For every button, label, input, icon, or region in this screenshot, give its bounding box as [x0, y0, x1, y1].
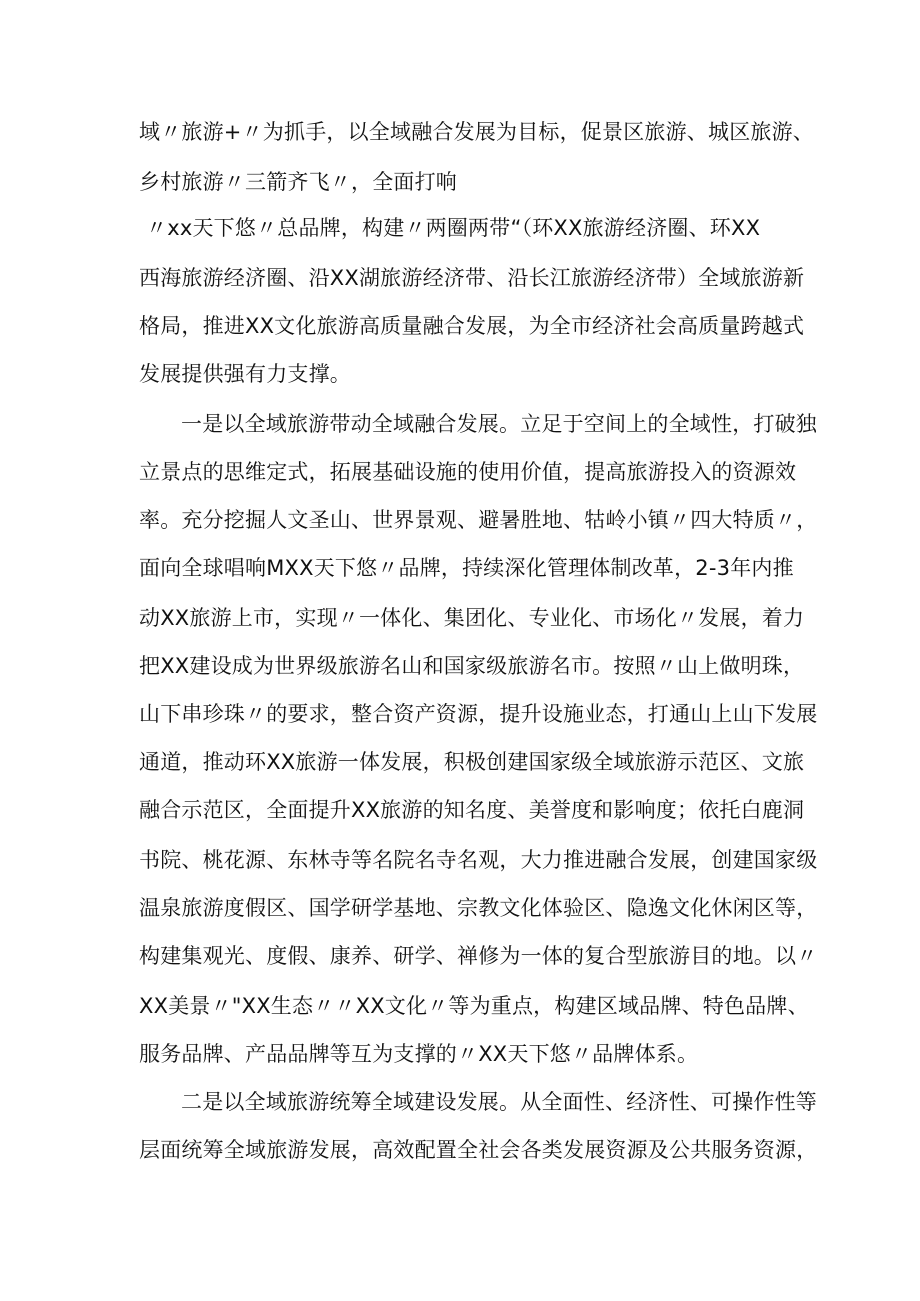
- text-line: 服务品牌、产品品牌等互为支撑的〃XX天下悠〃品牌体系。: [139, 1042, 699, 1066]
- text-line: 二是以全域旅游统筹全域建设发展。从全面性、经济性、可操作性等: [181, 1090, 817, 1114]
- text-line: 构建集观光、度假、康养、研学、禅修为一体的复合型旅游目的地。以〃: [139, 944, 818, 968]
- text-line: 立景点的思维定式，拓展基础设施的使用价值，提高旅游投入的资源效: [139, 460, 797, 484]
- text-line: 率。充分挖掘人文圣山、世界景观、避暑胜地、牯岭小镇〃四大特质〃，: [139, 508, 818, 532]
- text-line: XX美景〃"XX生态〃〃XX文化〃等为重点，构建区域品牌、特色品牌、: [139, 994, 809, 1018]
- text-line: 动XX旅游上市，实现〃一体化、集团化、专业化、市场化〃发展，着力: [139, 606, 805, 630]
- text-line: 域〃旅游+〃为抓手，以全域融合发展为目标，促景区旅游、城区旅游、: [139, 120, 814, 144]
- text-line: 书院、桃花源、东林寺等名院名寺名观，大力推进融合发展，创建国家级: [139, 848, 818, 872]
- text-line: 西海旅游经济圈、沿XX湖旅游经济带、沿长江旅游经济带）全域旅游新: [139, 266, 805, 290]
- text-line: 一是以全域旅游带动全域融合发展。立足于空间上的全域性，打破独: [181, 412, 817, 436]
- text-line: 通道，推动环XX旅游一体发展，积极创建国家级全域旅游示范区、文旅: [139, 750, 805, 774]
- text-line: 〃xx天下悠〃总品牌，构建〃两圈两带“（环XX旅游经济圈、环XX: [146, 216, 761, 240]
- text-line: 层面统筹全域旅游发展，高效配置全社会各类发展资源及公共服务资源，: [139, 1138, 818, 1162]
- text-line: 融合示范区，全面提升XX旅游的知名度、美誉度和影响度；依托白鹿洞: [139, 798, 805, 822]
- text-line: 把XX建设成为世界级旅游名山和国家级旅游名市。按照〃山上做明珠，: [139, 654, 805, 678]
- text-line: 面向全球唱响MXX天下悠〃品牌，持续深化管理体制改革，2-3年内推: [139, 556, 794, 580]
- text-line: 发展提供强有力支撑。: [139, 362, 351, 386]
- text-line: 乡村旅游〃三箭齐飞〃，全面打响: [139, 170, 457, 194]
- text-line: 山下串珍珠〃的要求，整合资产资源，提升设施业态，打通山上山下发展: [139, 702, 818, 726]
- text-line: 温泉旅游度假区、国学研学基地、宗教文化体验区、隐逸文化休闲区等，: [139, 896, 818, 920]
- text-line: 格局，推进XX文化旅游高质量融合发展，为全市经济社会高质量跨越式: [139, 314, 805, 338]
